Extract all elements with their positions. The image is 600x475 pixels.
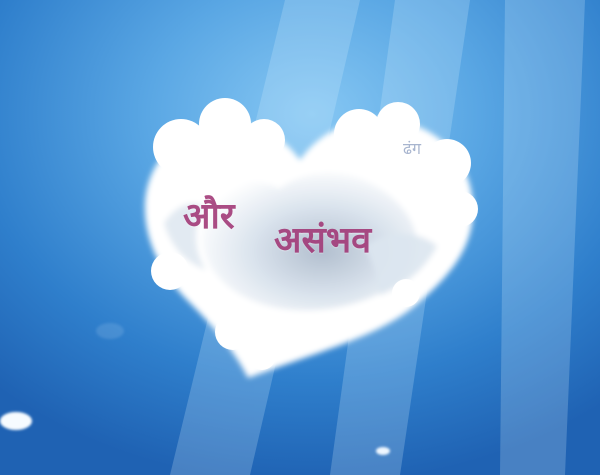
overlay-word-aur: और [183, 196, 235, 237]
faint-haze-cloud [96, 323, 124, 339]
small-cloud-left [0, 412, 32, 430]
overlay-faint-word: ढंग [403, 139, 422, 158]
small-cloud-bottom [376, 447, 390, 455]
overlay-word-asambhav: असंभव [274, 220, 372, 261]
